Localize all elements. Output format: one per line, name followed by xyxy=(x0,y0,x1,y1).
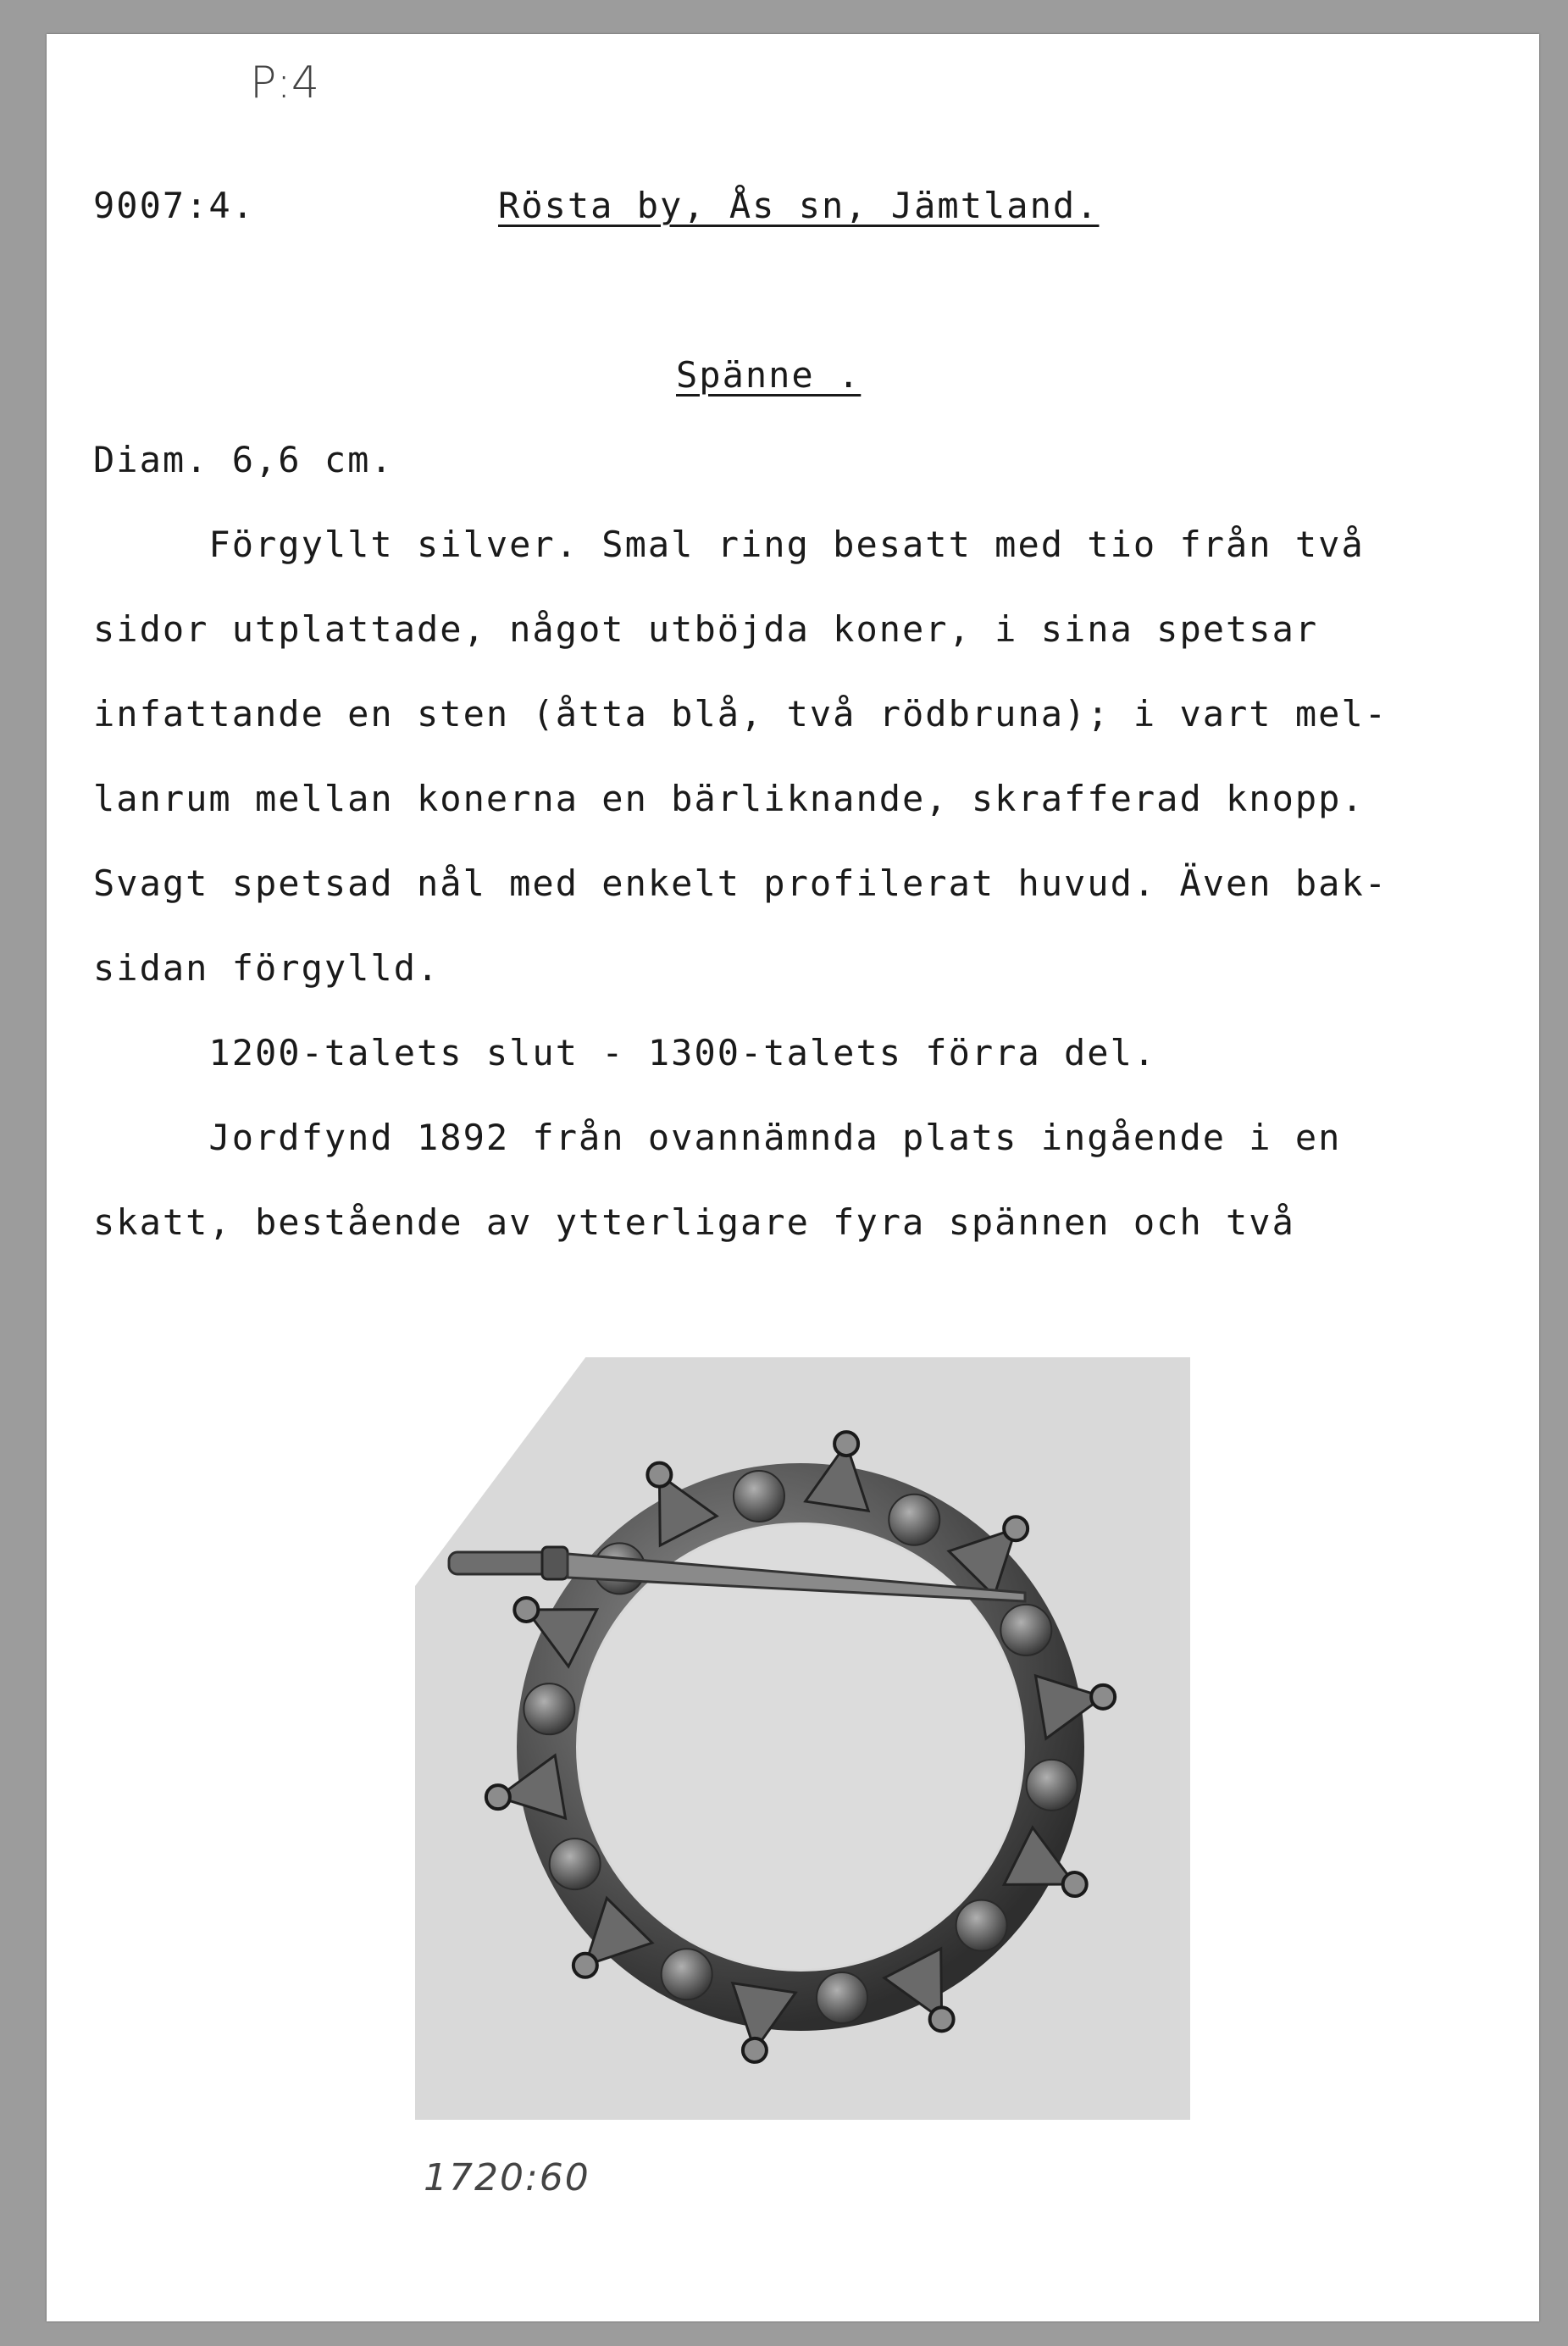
description-line-2: sidor utplattade, något utböjda koner, i sina spetsar xyxy=(93,608,1319,650)
description-line-1: Förgyllt silver. Smal ring besatt med tio från två xyxy=(93,524,1365,565)
description-line-4: lanrum mellan konerna en bärliknande, skrafferad knopp. xyxy=(93,778,1365,819)
brooch-stone xyxy=(486,1785,510,1809)
brooch-knob xyxy=(734,1471,784,1522)
handwritten-number: 1720:60 xyxy=(424,2156,590,2199)
brooch-photo xyxy=(415,1357,1190,2120)
brooch-knob xyxy=(1027,1760,1078,1811)
brooch-stone xyxy=(573,1954,597,1977)
brooch-knob xyxy=(662,1949,712,1999)
find-line-1: Jordfynd 1892 från ovannämnda plats ingående i en xyxy=(93,1117,1342,1158)
brooch-stone xyxy=(1063,1872,1087,1896)
description-line-3: infattande en sten (åtta blå, två rödbruna); i vart mel- xyxy=(93,693,1388,735)
brooch-illustration xyxy=(415,1357,1190,2120)
description-line-5: Svagt spetsad nål med enkelt profilerat huvud. Även bak- xyxy=(93,862,1388,904)
brooch-stone xyxy=(834,1432,858,1456)
catalog-card xyxy=(47,34,1539,2321)
find-line-2: skatt, bestående av ytterligare fyra spännen och två xyxy=(93,1201,1295,1243)
catalog-number: 9007:4. xyxy=(93,185,256,226)
brooch-stone xyxy=(930,2007,954,2031)
diameter: Diam. 6,6 cm. xyxy=(93,439,394,480)
brooch-stone xyxy=(1091,1685,1115,1709)
brooch-knob xyxy=(889,1495,939,1545)
brooch-knob xyxy=(956,1900,1007,1951)
brooch-knob xyxy=(1000,1605,1051,1656)
dating: 1200-talets slut - 1300-talets förra del. xyxy=(93,1032,1157,1073)
brooch-knob xyxy=(550,1839,601,1889)
object-title: Spänne . xyxy=(676,354,862,396)
handwritten-code: P:4 xyxy=(250,58,319,108)
find-location: Rösta by, Ås sn, Jämtland. xyxy=(498,185,1100,226)
brooch-stone xyxy=(743,2038,767,2062)
brooch-knob xyxy=(817,1972,867,2023)
brooch-stone xyxy=(1004,1517,1028,1540)
brooch-stone xyxy=(647,1463,671,1487)
brooch-knob xyxy=(524,1683,574,1734)
description-line-6: sidan förgylld. xyxy=(93,947,440,989)
brooch-stone xyxy=(514,1598,538,1622)
